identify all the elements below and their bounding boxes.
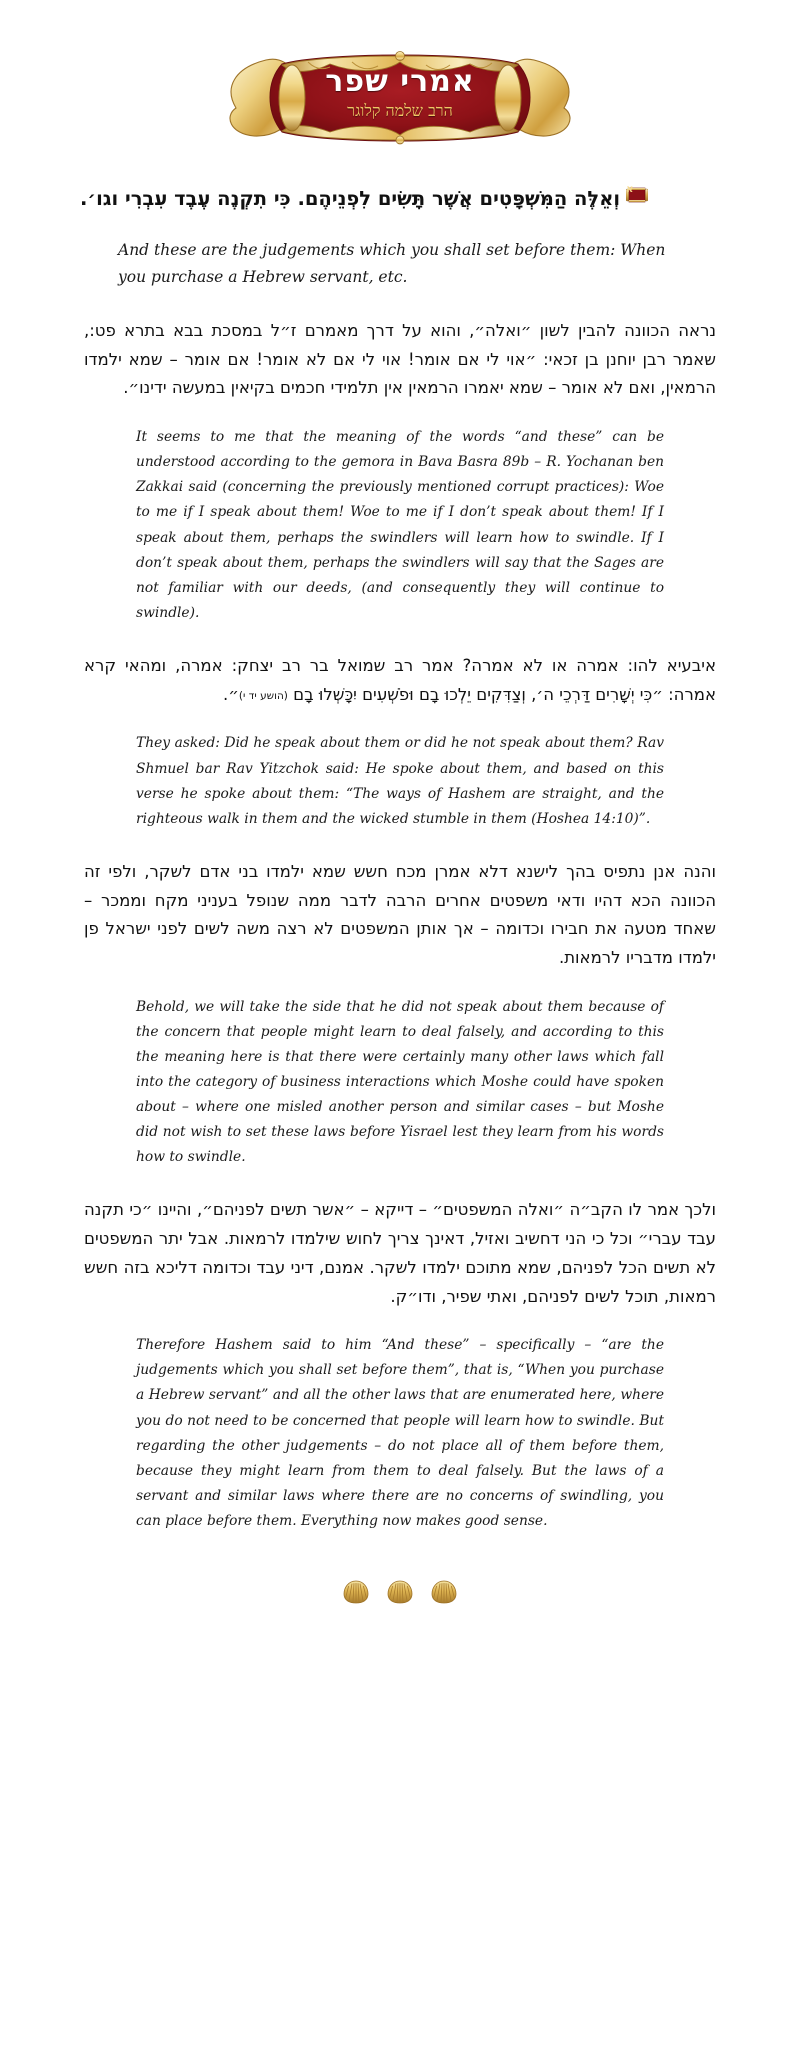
verse-english-text: And these are the judgements which you shall set before them: When you purchase a Hebrew servant, etc. <box>118 240 666 286</box>
english-translation: Therefore Hashem said to him “And these” – specifically – “are the judgements which you shall set before them”, that is, “When you purchase a Hebrew servant” and all the other laws that are enumerated here, where you do not need to be concerned that people will learn how to swindle. But regarding the other judgements – do not place all of them before them, because they might learn from them to deal falsely. But the laws of a servant and similar laws where there are no concerns of swindling, you can place before them. Everything now makes good sense. <box>136 1337 664 1530</box>
hebrew-paragraph-tail: ״. <box>222 684 239 704</box>
chapter-marker <box>626 182 648 198</box>
banner-header <box>0 0 800 146</box>
scroll-banner-icon <box>204 42 596 146</box>
scroll-banner-graphic <box>204 42 596 146</box>
hebrew-paragraph: ולכך אמר לו הקב״ה ״ואלה המשפטים״ – דייקא – ״אשר תשים לפניהם״, והיינו ״כי תקנה עבד עברי״ וכל כי הני דחשיב ואזיל, דאינך צריך לחוש שילמדו לרמאות. אבל יתר המשפטים לא תשים הכל לפניהם, שמא מתוכם ילמדו לשקר. אמנם, דיני עבד וכדומה דליכא בזה חשש רמאות, תוכל לשים לפניהם, ואתי שפיר, ודו״ק. <box>84 1200 716 1306</box>
verse-hebrew-line <box>58 182 742 215</box>
gold-shell-ornament-icon <box>343 1580 369 1604</box>
banner-roll-left <box>279 65 305 131</box>
commentary-section <box>58 858 742 1171</box>
verse-hebrew-text: וְאֵלֶּה הַמִּשְׁפָּטִים אֲשֶׁר תָּשִׂים לִפְנֵיהֶם. כִּי תִקְנֶה עֶבֶד עִבְרִי וגו׳. <box>80 187 621 210</box>
commentary-section <box>58 1196 742 1534</box>
banner-subtitle: הרב שלמה קלוגר <box>347 100 453 120</box>
commentary-section <box>58 652 742 832</box>
chapter-marker-letter: א <box>626 184 634 195</box>
english-translation: It seems to me that the meaning of the words “and these” can be understood according to the gemora in Bava Basra 89b – R. Yochanan ben Zakkai said (concerning the previously mentioned corrupt practices): Woe to me if I speak about them! Woe to me if I don’t speak about them! If I speak about them, perhaps the swindlers will learn how to swindle. If I don’t speak about them, perhaps the swindlers will say that the Sages are not familiar with our deeds, (and consequently they will continue to swindle). <box>136 429 664 621</box>
source-citation: (הושע יד י) <box>238 689 288 702</box>
banner-roll-right <box>495 65 521 131</box>
english-translation: Behold, we will take the side that he did not speak about them because of the concern that people might learn to deal falsely, and according to this the meaning here is that there were certainly many other laws which fall into the category of business interactions which Moshe could have spoken about – where one misled another person and similar cases – but Moshe did not wish to set these laws before Yisrael lest they learn from his words how to swindle. <box>136 998 664 1166</box>
hebrew-paragraph-text: איבעיא להו: אמרה או לא אמרה? אמר רב שמואל בר רב יצחק: אמרה, ומהאי קרא אמרה: ״כִּי יְשָׁרִים דַּרְכֵי ה׳, וְצַדִּקִים יֵלְכוּ בָם וּפֹשְׁעִים יִכָּשְׁלוּ בָם <box>84 656 716 704</box>
hebrew-paragraph: והנה אנן נתפיס בהך לישנא דלא אמרן מכח חשש שמא ילמדו בני אדם לשקר, ולפי זה הכוונה הכא דהיו ודאי משפטים אחרים הרבה לדבר ממה שנופל בעניני מקח וממכר – שאחד מטעה את חבירו וכדומה – אך אותן המשפטים לא רצה משה לשים לפני ישראל פן ילמדו מדבריו לרמאות. <box>84 861 716 967</box>
gold-shell-ornament-icon <box>387 1580 413 1604</box>
commentary-section <box>58 317 742 626</box>
hebrew-paragraph: נראה הכוונה להבין לשון ״ואלה״, והוא על דרך מאמרם ז״ל במסכת בבא בתרא פט:, שאמר רבן יוחנן בן זכאי: ״אוי לי אם אומר! אוי לי אם לא אומר! אם אומר – שמא ילמדו הרמאין, ואם לא אומר – שמא יאמרו הרמאין אין תלמידי חכמים בקיאין במעשה ידינו״. <box>84 321 716 398</box>
hebrew-paragraph <box>58 652 742 709</box>
gold-shell-ornament-icon <box>431 1580 457 1604</box>
main-content <box>0 182 800 1534</box>
english-translation: They asked: Did he speak about them or did he not speak about them? Rav Shmuel bar Rav Yitzchok said: He spoke about them, and based on this verse he spoke about them: “The ways of Hashem are straight, and the righteous walk in them and the wicked stumble in them (Hoshea 14:10)”. <box>136 735 664 827</box>
footer-ornaments <box>0 1580 800 1638</box>
banner-title: אמרי שפר <box>325 64 475 99</box>
verse-block <box>58 182 742 291</box>
